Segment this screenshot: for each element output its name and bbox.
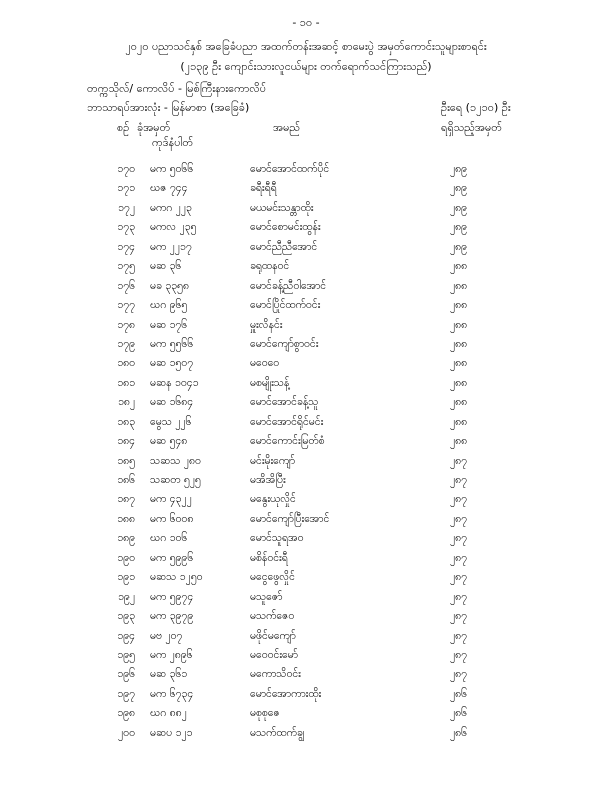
row-number: ၁၉၀: [117, 551, 135, 564]
row-number: ၁၇၀: [117, 163, 135, 175]
student-name: မဖိုင်မကျော်: [250, 629, 296, 642]
table-row: [0, 299, 612, 318]
student-name: မောင်အောင်ရိုင်မင်း: [250, 415, 324, 428]
student-name: မောင်ကျော်စွာဝင်း: [250, 337, 319, 350]
marks: ၂၈၇: [450, 493, 468, 506]
marks: ၂၈၆: [450, 707, 468, 720]
table-row: [0, 474, 612, 493]
marks: ၂၈၉: [450, 221, 468, 234]
document-title: ၂၀၂၀ ပညာသင်နှစ် အခြေခံပညာ အထက်တန်းအဆင့် စာမေးပွဲ အမှတ်ကောင်းသူများစာရင်း: [125, 40, 487, 53]
roll-number: မကလ ၂၃၅: [150, 221, 197, 234]
student-name: မောင်ခန့်ညီဝါအောင်: [250, 279, 327, 292]
student-name: မောင်ကောင်းမြတ်စံ: [250, 435, 325, 448]
roll-number: မက ၂၈၉၆: [150, 648, 193, 661]
marks: ၂၈၇: [450, 512, 468, 525]
roll-number: မက ၆၀၀၈: [150, 512, 194, 525]
row-number: ၁၈၆: [117, 474, 135, 486]
row-number: ၁၈၉: [117, 532, 135, 545]
marks: ၂၈၈: [450, 279, 468, 292]
table-row: [0, 338, 612, 357]
marks: ၂၈၈: [450, 396, 468, 409]
roll-number: ဃဂ ၉၆၅: [150, 299, 188, 312]
roll-number: သဆသ ၂၈၀: [150, 454, 201, 467]
table-row: [0, 416, 612, 435]
table-row: [0, 319, 612, 338]
row-number: ၂၀၀: [118, 726, 135, 739]
row-number: ၁၉၁: [117, 571, 135, 584]
marks: ၂၈၇: [450, 551, 468, 564]
marks: ၂၈၈: [450, 435, 468, 448]
table-row: [0, 260, 612, 279]
column-header-roll: ခုံအမှတ်: [137, 121, 171, 134]
roll-number: မဆ ၁၅၀၇: [150, 357, 194, 370]
student-name: မနွေးယုလှိုင်: [250, 493, 296, 506]
roll-number: ဃဂ ၈၈၂: [150, 707, 187, 720]
student-name: မောင်သူရအဝ: [250, 532, 304, 545]
student-name: မဝေဝင်းမော်: [250, 648, 298, 661]
row-number: ၁၈၀: [117, 357, 135, 370]
marks: ၂၈၇: [450, 629, 468, 642]
table-row: [0, 630, 612, 649]
table-row: [0, 688, 612, 707]
table-row: [0, 649, 612, 668]
column-header-no: စဉ်: [117, 121, 130, 134]
table-row: [0, 202, 612, 221]
row-number: ၁၇၆: [117, 279, 135, 292]
table-row: [0, 163, 612, 182]
row-number: ၁၉၄: [117, 629, 135, 642]
row-number: ၁၇၇: [117, 299, 135, 312]
table-row: [0, 221, 612, 240]
student-name: ခရုထနဝင်: [250, 260, 290, 273]
table-row: [0, 280, 612, 299]
row-number: ၁၇၉: [117, 337, 135, 350]
student-name: မငွေဖွေလှိုင်: [250, 571, 295, 584]
marks: ၂၈၉: [450, 240, 468, 253]
student-name: မစုစုဇေ: [250, 707, 280, 720]
row-number: ၁၇၄: [117, 240, 135, 253]
table-row: [0, 377, 612, 396]
marks: ၂၈၈: [450, 376, 468, 389]
marks: ၂၈၇: [450, 668, 468, 681]
table-row: [0, 182, 612, 201]
student-name: မောင်အောကားထိုး: [250, 687, 322, 700]
student-name: မောင်စောမင်းထွန်း: [250, 221, 321, 234]
marks: ၂၈၇: [450, 590, 468, 603]
roll-number: မဆသ ၁၂၅၀: [150, 571, 203, 584]
roll-number: မခ ၃၃၅၈: [150, 279, 189, 292]
roll-number: မွေသ ၂၂၆: [150, 415, 192, 428]
row-number: ၁၇၈: [117, 318, 135, 331]
row-number: ၁၈၇: [117, 493, 135, 506]
marks: ၂၈၆: [450, 726, 468, 739]
marks: ၂၈၇: [450, 474, 468, 486]
roll-number: မက ၅၅၆၆: [150, 337, 194, 350]
column-header-name: အမည်: [273, 121, 301, 134]
roll-number: မက ၅၉၇၄: [150, 590, 194, 603]
results-table: [0, 163, 612, 746]
roll-number: မက ၅၀၆၆: [150, 163, 194, 175]
marks: ၂၈၇: [450, 454, 468, 467]
table-row: [0, 707, 612, 726]
table-row: [0, 493, 612, 512]
table-row: [0, 396, 612, 415]
roll-number: မဆပ ၁၂၁: [150, 726, 193, 739]
student-name: မစမျိုးသန့်: [250, 376, 290, 389]
table-row: [0, 668, 612, 687]
student-name: မစိန်ဝင်းရီ: [250, 551, 288, 564]
marks: ၂၈၇: [450, 532, 468, 545]
row-number: ၁၈၂: [117, 396, 135, 409]
row-number: ၁၇၅: [117, 260, 135, 273]
table-row: [0, 552, 612, 571]
row-number: ၁၉၂: [118, 590, 135, 603]
roll-number: မဗ ၂၀၇: [150, 629, 183, 642]
student-name: ခရီးရီရီ: [250, 182, 277, 195]
row-number: ၁၇၂: [118, 201, 135, 214]
roll-number: မဆ ၃၆၁: [150, 668, 188, 681]
marks: ၂၈၈: [450, 357, 468, 370]
marks: ၂၈၇: [450, 610, 468, 623]
marks: ၂၈၈: [450, 299, 468, 312]
table-row: [0, 610, 612, 629]
row-number: ၁၉၇: [117, 687, 135, 700]
table-row: [0, 591, 612, 610]
row-number: ၁၈၄: [117, 435, 135, 448]
table-row: [0, 435, 612, 454]
row-number: ၁၉၈: [117, 707, 135, 720]
roll-number: ဃဇ ၇၄၄: [150, 182, 188, 195]
marks: ၂၈၇: [450, 571, 468, 584]
marks: ၂၈၉: [450, 182, 468, 195]
marks: ၂၈၉: [450, 201, 468, 214]
marks: ၂၈၈: [450, 260, 468, 273]
student-name: မင်းမိုးကျော်: [250, 454, 296, 467]
roll-number: မကဂ ၂၂၃: [150, 201, 192, 214]
subject-label: ဘာသာရပ်အားလုံး - မြန်မာစာ (အခြေခံ): [87, 101, 250, 114]
marks: ၂၈၈: [450, 415, 468, 428]
student-name: မောင်ညီညီအောင်: [250, 240, 318, 253]
row-number: ၁၇၃: [117, 221, 135, 234]
student-name: မသက်ဇေဝ: [250, 610, 295, 623]
row-number: ၁၇၁: [117, 182, 135, 195]
row-number: ၁၈၈: [117, 512, 135, 525]
roll-number: မဆ ၅၄၈: [150, 435, 188, 448]
marks: ၂၈၇: [450, 648, 468, 661]
roll-number: သဆတ ၅၂၅: [150, 474, 201, 486]
row-number: ၁၈၃: [117, 415, 135, 428]
table-row: [0, 532, 612, 551]
roll-number: မဆ ၁၆၈၄: [150, 396, 194, 409]
marks: ၂၈၈: [450, 337, 468, 350]
student-name: မောင်ပြိုင်ထက်ဝင်း: [250, 299, 321, 312]
roll-number: မဆန ၁၀၄၁: [150, 376, 199, 389]
column-header-roll-line2: ကုဒ်နံပါတ်: [152, 136, 194, 149]
table-row: [0, 571, 612, 590]
roll-number: မဆ ၃၆: [150, 260, 182, 273]
student-name: မှူးလိနင်း: [250, 318, 283, 331]
row-number: ၁၈၁: [117, 376, 135, 389]
institution-label: တက္ကသိုလ်/ ကောလိပ် - မြစ်ကြီးနားကောလိပ်: [87, 82, 267, 95]
table-row: [0, 241, 612, 260]
table-row: [0, 455, 612, 474]
count-label: ဦးရေ (၁၂၁၀) ဦး: [441, 101, 511, 114]
roll-number: မက ၂၂၁၇: [150, 240, 192, 253]
document-subtitle: (၂၁၃၉ ဦး ကျောင်းသားလူငယ်များ တက်ရောက်သင်ကြားသည်): [180, 60, 432, 73]
student-name: မောင်အောင်ခန့်သူ: [250, 396, 319, 409]
row-number: ၁၉၅: [117, 648, 135, 661]
table-row: [0, 357, 612, 376]
student-name: မသက်ထက်ချွ: [250, 726, 305, 739]
roll-number: မက ၆၇၃၄: [150, 687, 194, 700]
roll-number: ဃဂ ၁၀၆: [150, 532, 188, 545]
student-name: မဝေဝေ: [250, 357, 280, 370]
student-name: မယမင်းသန္တာထိုး: [250, 201, 314, 214]
roll-number: မက ၅၉၉၆: [150, 551, 194, 564]
marks: ၂၈၉: [450, 163, 468, 175]
row-number: ၁၈၅: [117, 454, 135, 467]
table-row: [0, 513, 612, 532]
marks: ၂၈၆: [450, 687, 468, 700]
roll-number: မက ၄၃၂၂: [150, 493, 192, 506]
roll-number: မဆ ၁၇၆: [150, 318, 188, 331]
column-header-marks: ရရှိသည့်အမှတ်: [441, 121, 502, 134]
student-name: မအိအိပြီး: [250, 474, 286, 486]
table-row: [0, 727, 612, 746]
marks: ၂၈၈: [450, 318, 468, 331]
roll-number: မက ၃၉၇၉: [150, 610, 194, 623]
page-number: - ၁၀ -: [292, 16, 320, 29]
student-name: မကောသိဝင်း: [250, 668, 301, 681]
student-name: မောင်အောင်ထက်ပိုင်: [250, 163, 330, 175]
row-number: ၁၉၃: [117, 610, 135, 623]
student-name: မောင်ကျော်ပြီးအောင်: [250, 512, 330, 525]
student-name: မသူဇော်: [250, 590, 283, 603]
row-number: ၁၉၆: [117, 668, 135, 681]
